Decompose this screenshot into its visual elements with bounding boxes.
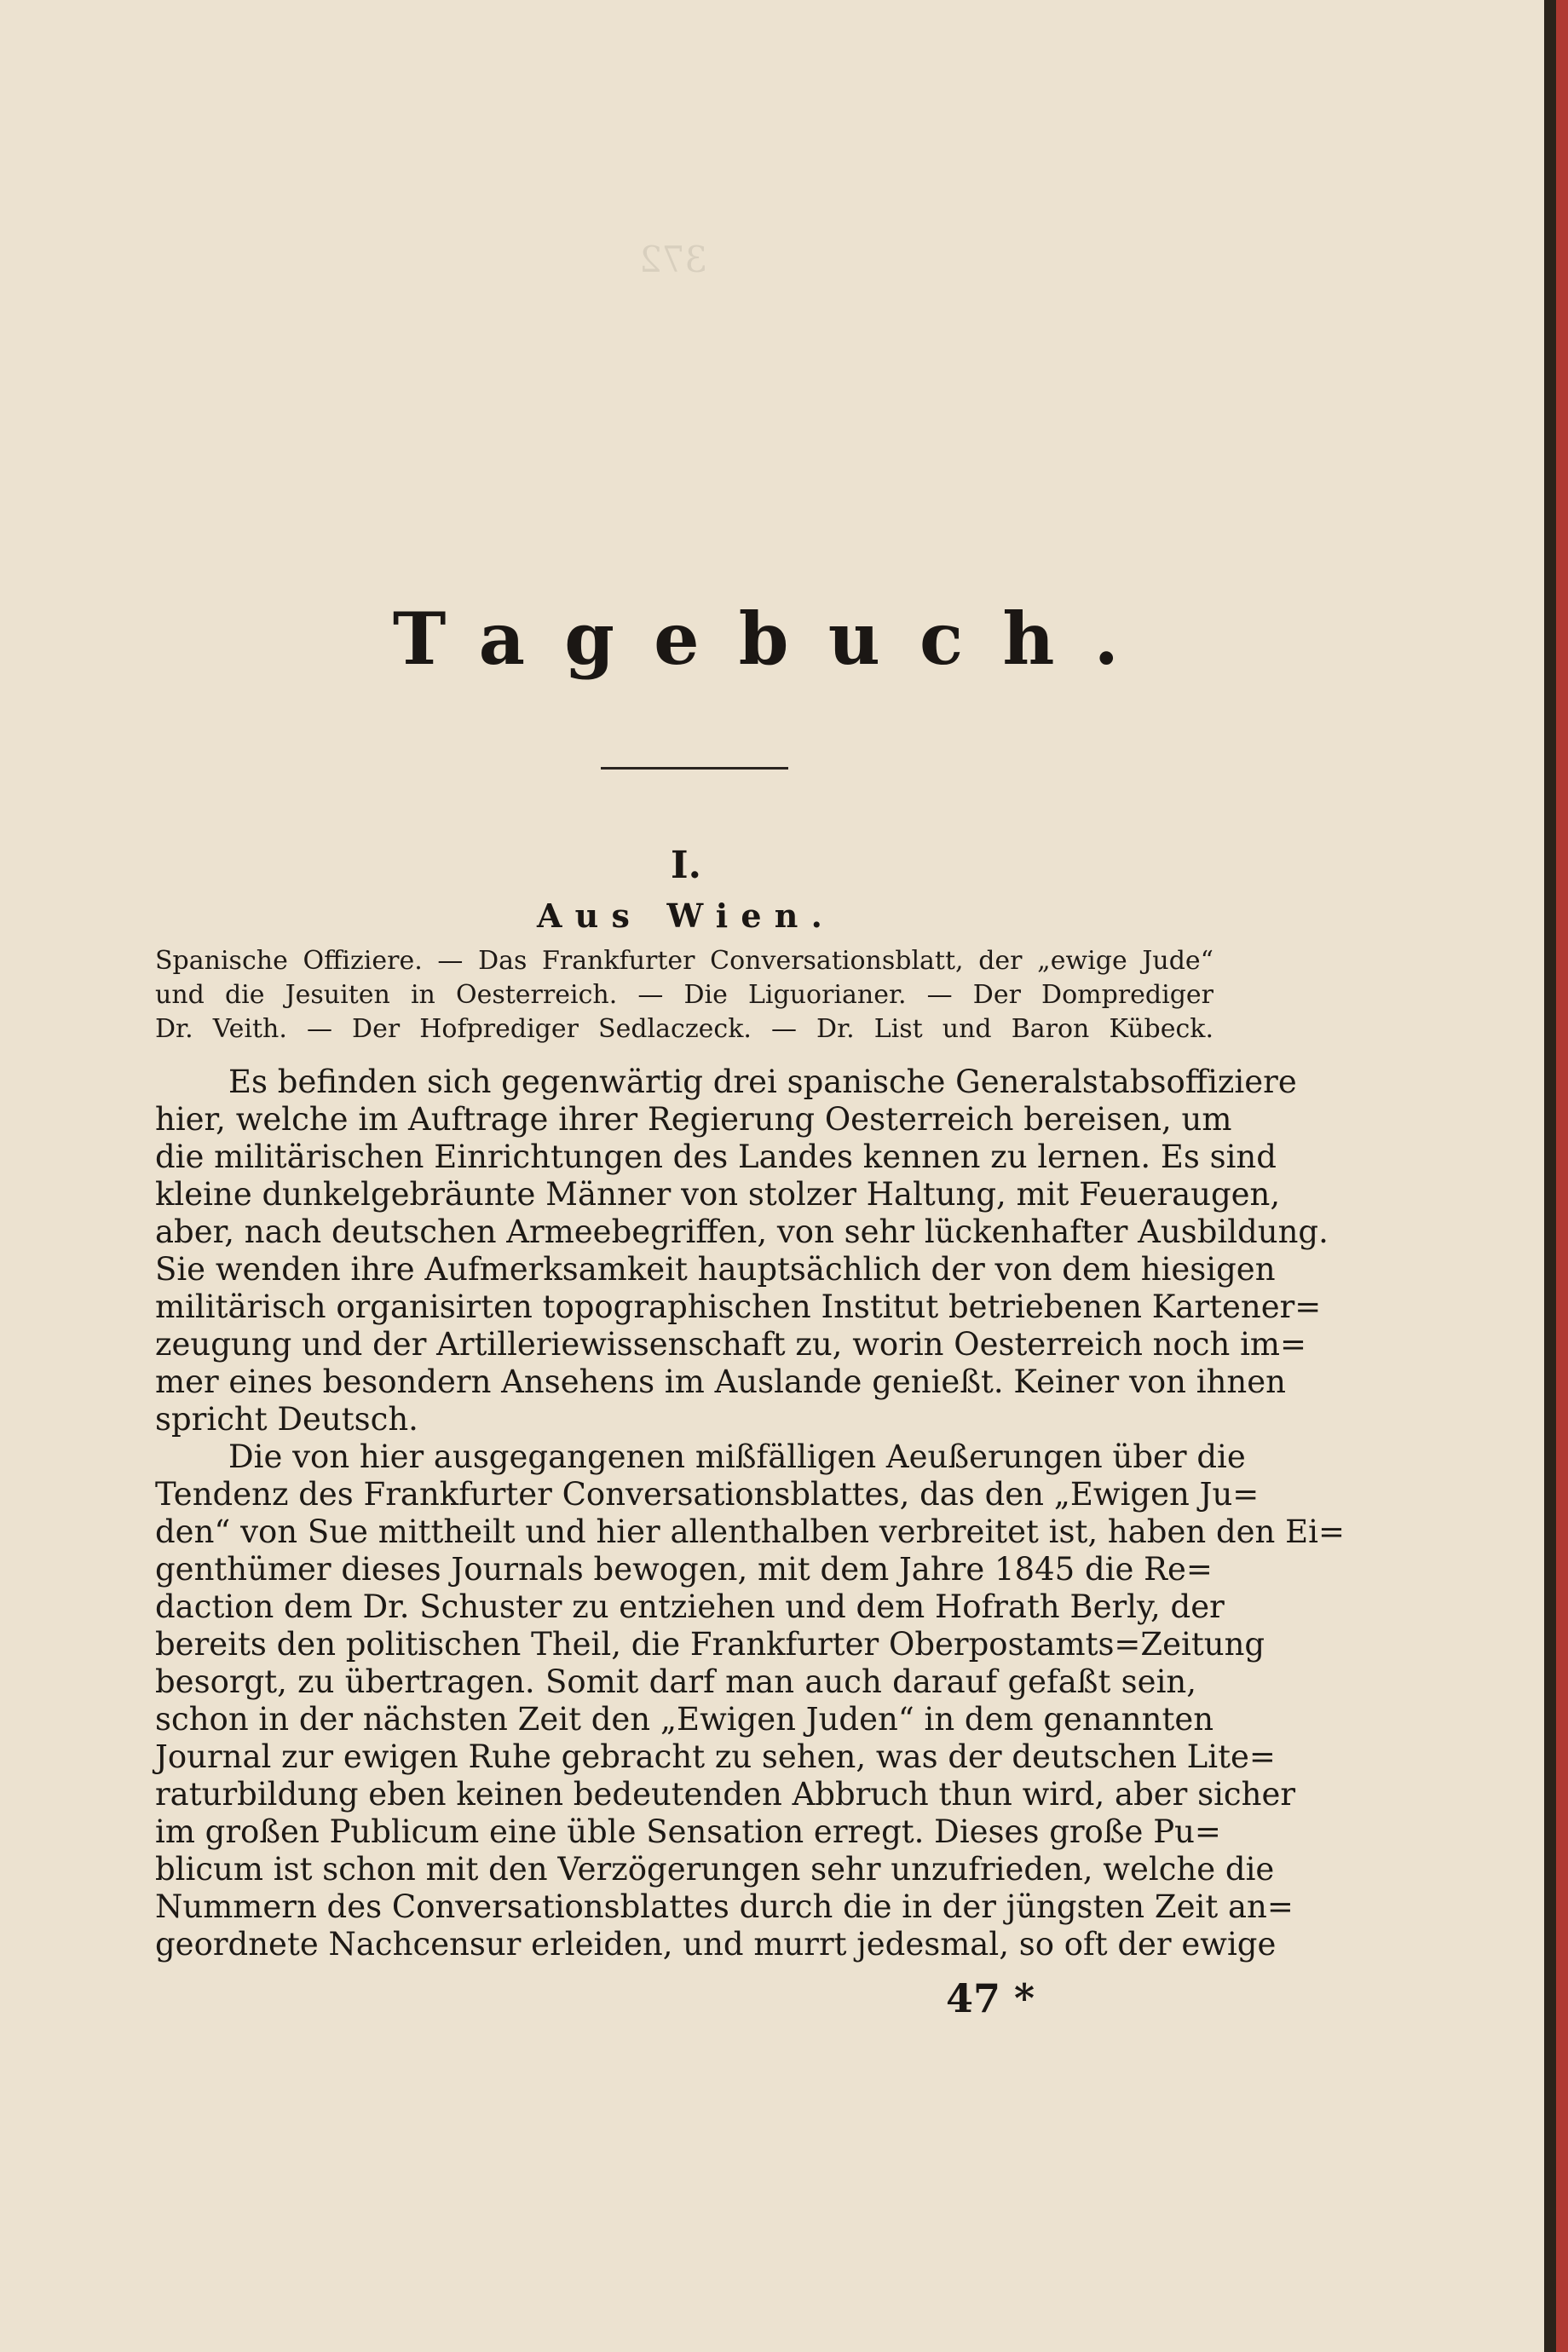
bleed-through-page-number: 372	[639, 239, 708, 280]
section-heading: Aus Wien.	[536, 896, 835, 935]
paragraph-1-line: kleine dunkelgebräunte Männer von stolzer Haltung, mit Feueraugen,	[155, 1176, 1281, 1213]
paragraph-2-line: genthümer dieses Journals bewogen, mit dem Jahre 1845 die Re=	[155, 1551, 1213, 1588]
section-summary	[155, 944, 1213, 1046]
paragraph-1-line: spricht Deutsch.	[155, 1401, 418, 1438]
paragraph-2-line: Nummern des Conversationsblattes durch die in der jüngsten Zeit an=	[155, 1888, 1294, 1925]
paragraph-2-line: im großen Publicum eine üble Sensation erregt. Dieses große Pu=	[155, 1813, 1221, 1850]
paragraph-2-line: daction dem Dr. Schuster zu entziehen und dem Hofrath Berly, der	[155, 1588, 1225, 1625]
paragraph-2-line: schon in der nächsten Zeit den „Ewigen Juden“ in dem genannten	[155, 1701, 1214, 1738]
book-edge-shadow	[1544, 0, 1556, 2352]
summary-line: und die Jesuiten in Oesterreich. — Die Liguorianer. — Der Domprediger	[155, 980, 1213, 1010]
paragraph-2-line: blicum ist schon mit den Verzögerungen sehr unzufrieden, welche die	[155, 1851, 1275, 1888]
page-title: Tagebuch.	[392, 597, 1159, 681]
folio-signature: 47 *	[946, 1975, 1035, 2021]
paragraph-1-line: Sie wenden ihre Aufmerksamkeit hauptsächlich der von dem hiesigen	[155, 1251, 1276, 1288]
paragraph-2-line: den“ von Sue mittheilt und hier allenthalben verbreitet ist, haben den Ei=	[155, 1513, 1345, 1550]
paragraph-2-line: Journal zur ewigen Ruhe gebracht zu sehen, was der deutschen Lite=	[155, 1738, 1276, 1775]
paragraph-2-line: Tendenz des Frankfurter Conversationsblattes, das den „Ewigen Ju=	[155, 1476, 1260, 1513]
paragraph-1-line: militärisch organisirten topographischen Institut betriebenen Kartener=	[155, 1288, 1322, 1325]
summary-line: Dr. Veith. — Der Hofprediger Sedlaczeck. — Dr. List und Baron Kübeck.	[155, 1014, 1213, 1044]
title-divider	[601, 767, 788, 770]
paragraph-1-line: mer eines besondern Ansehens im Auslande genießt. Keiner von ihnen	[155, 1363, 1286, 1400]
body-text	[155, 1064, 1345, 1963]
paragraph-2-line: bereits den politischen Theil, die Frankfurter Oberpostamts=Zeitung	[155, 1626, 1265, 1663]
paragraph-1-line: hier, welche im Auftrage ihrer Regierung Oesterreich bereisen, um	[155, 1101, 1232, 1138]
paragraph-1-line: die militärischen Einrichtungen des Landes kennen zu lernen. Es sind	[155, 1139, 1277, 1175]
paragraph-2-line: raturbildung eben keinen bedeutenden Abbruch thun wird, aber sicher	[155, 1776, 1296, 1813]
paragraph-2-line: Die von hier ausgegangenen mißfälligen Aeußerungen über die	[228, 1438, 1246, 1475]
paragraph-1-line: zeugung und der Artilleriewissenschaft zu, worin Oesterreich noch im=	[155, 1326, 1307, 1363]
paragraph-2-line: besorgt, zu übertragen. Somit darf man auch darauf gefaßt sein,	[155, 1663, 1196, 1700]
book-edge-red	[1556, 0, 1568, 2352]
paragraph-1-line: Es befinden sich gegenwärtig drei spanische Generalstabsoffiziere	[228, 1064, 1297, 1100]
paragraph-2-line: geordnete Nachcensur erleiden, und murrt jedesmal, so oft der ewige	[155, 1926, 1277, 1963]
summary-line: Spanische Offiziere. — Das Frankfurter Conversationsblatt, der „ewige Jude“	[155, 946, 1213, 976]
paragraph-1-line: aber, nach deutschen Armeebegriffen, von sehr lückenhafter Ausbildung.	[155, 1213, 1329, 1250]
section-number: I.	[671, 844, 701, 887]
